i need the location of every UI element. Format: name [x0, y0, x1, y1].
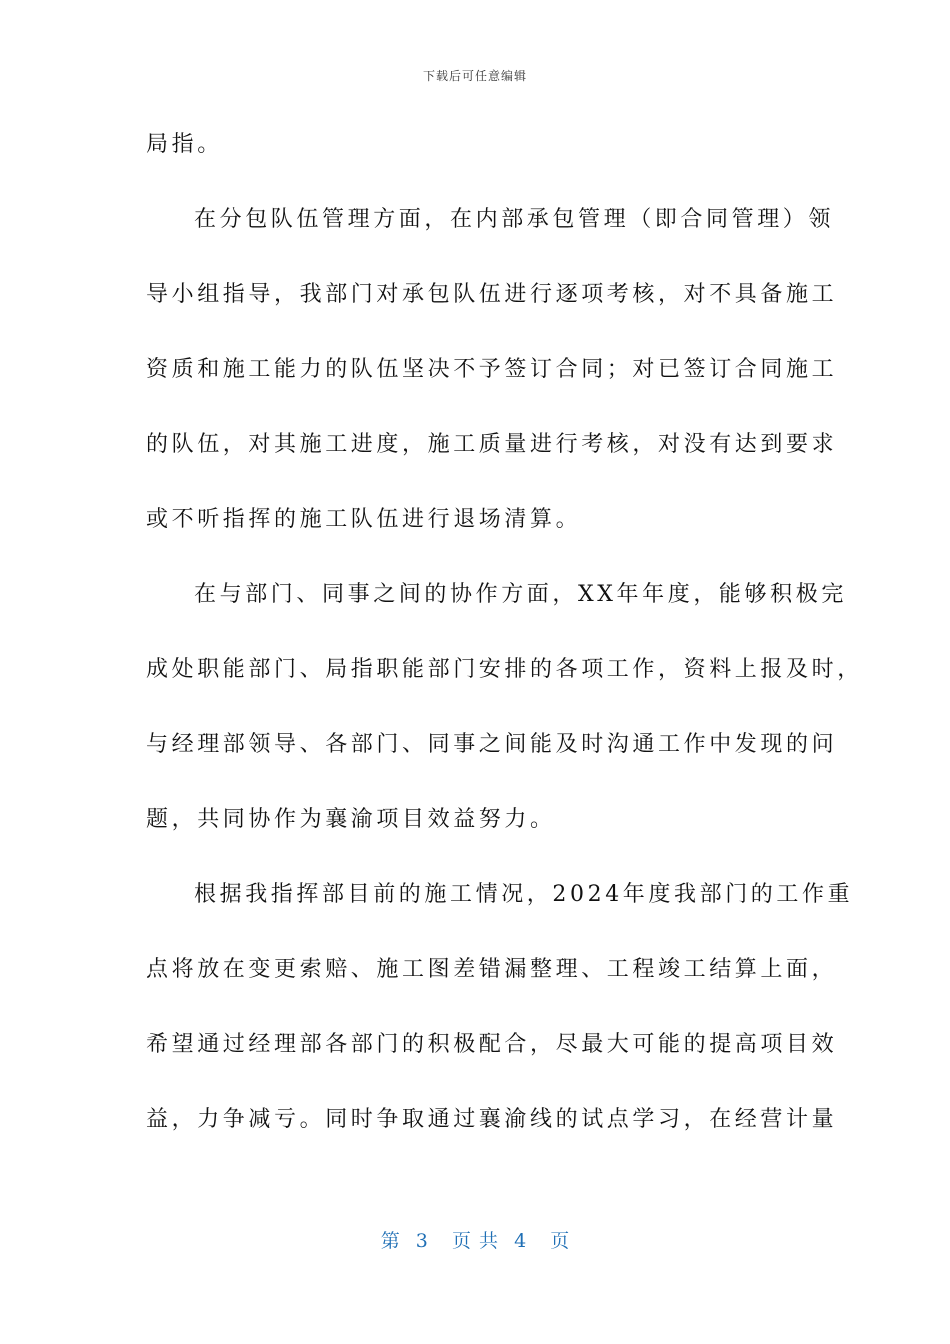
text-line: 希望通过经理部各部门的积极配合，尽最大可能的提高项目效	[146, 1032, 838, 1057]
paragraph-first-line: 在与部门、同事之间的协作方面，XX年年度，能够积极完	[194, 582, 847, 607]
text-line: 与经理部领导、各部门、同事之间能及时沟通工作中发现的问	[146, 732, 838, 757]
paragraph-first-line: 根据我指挥部目前的施工情况，2024年度我部门的工作重	[194, 882, 854, 907]
text-line: 点将放在变更索赔、施工图差错漏整理、工程竣工结算上面，	[146, 957, 838, 982]
paragraph-first-line: 在分包队伍管理方面，在内部承包管理（即合同管理）领	[194, 207, 835, 232]
page-header: 下载后可任意编辑	[422, 69, 527, 83]
text-line: 或不听指挥的施工队伍进行退场清算。	[146, 507, 582, 532]
text-line: 导小组指导，我部门对承包队伍进行逐项考核，对不具备施工	[146, 282, 838, 307]
text-line: 的队伍，对其施工进度，施工质量进行考核，对没有达到要求	[146, 432, 838, 457]
text-line: 题，共同协作为襄渝项目效益努力。	[146, 807, 556, 832]
text-line: 成处职能部门、局指职能部门安排的各项工作，资料上报及时，	[146, 657, 863, 682]
text-line: 资质和施工能力的队伍坚决不予签订合同；对已签订合同施工	[146, 357, 838, 382]
text-line: 局指。	[146, 132, 223, 157]
text-line: 益，力争减亏。同时争取通过襄渝线的试点学习，在经营计量	[146, 1107, 838, 1132]
page-footer: 第 3 页 共 4 页	[380, 1230, 570, 1252]
